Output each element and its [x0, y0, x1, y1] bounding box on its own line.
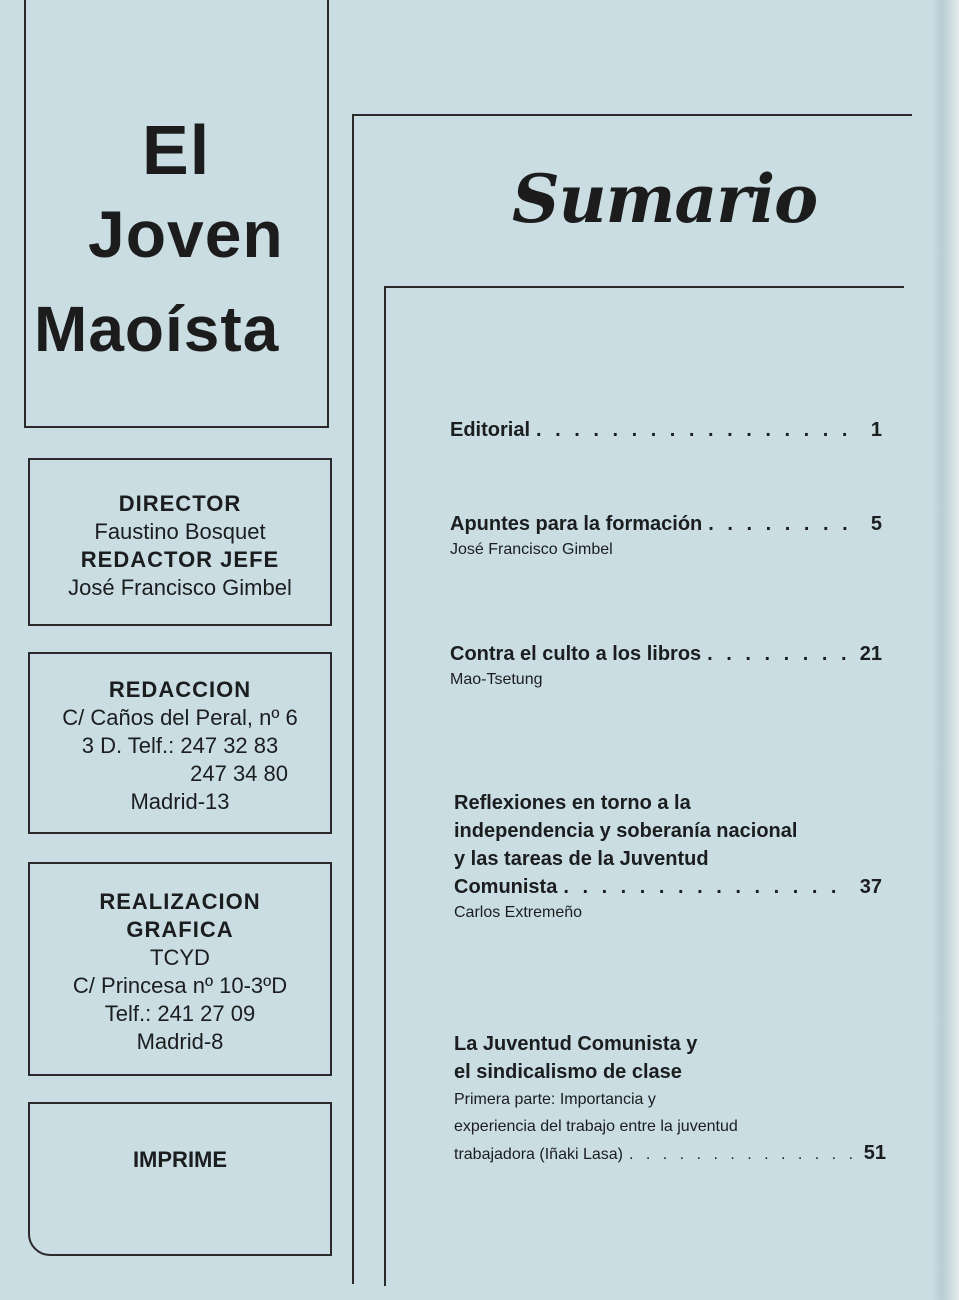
toc-row [454, 873, 882, 901]
redaccion-phone-2: 247 34 80 [190, 761, 288, 786]
masthead-line-2: Joven [88, 197, 284, 271]
toc-subtitle-line: experiencia del trabajo entre la juventud [454, 1118, 738, 1135]
toc-title-line: Reflexiones en torno a la [454, 792, 691, 814]
toc-row [450, 640, 882, 668]
director-name: Faustino Bosquet [94, 519, 266, 544]
toc-entry-reflexiones [454, 789, 882, 925]
imprime-box [28, 1102, 332, 1256]
toc-row [450, 510, 882, 538]
toc-author: Mao-Tsetung [450, 671, 543, 688]
toc-leader [629, 1141, 854, 1168]
realizacion-city: Madrid-8 [136, 1029, 224, 1054]
redaccion-box [28, 652, 332, 834]
toc-entry-juventud-comunista [454, 1030, 886, 1168]
toc-row [454, 1140, 886, 1168]
toc-leader [563, 873, 850, 901]
realizacion-label-1: REALIZACION [99, 889, 261, 914]
toc-title: Comunista [454, 876, 558, 898]
toc-title: Contra el culto a los libros [450, 643, 702, 665]
toc-page-number: 37 [859, 876, 882, 898]
realizacion-box [28, 862, 332, 1076]
toc-author: José Francisco Gimbel [450, 541, 613, 558]
toc-title: Apuntes para la formación [450, 513, 703, 535]
realizacion-phone: Telf.: 241 27 09 [104, 1001, 256, 1026]
editor-name: José Francisco Gimbel [68, 575, 292, 600]
toc-page-number: 21 [859, 643, 882, 665]
redaccion-address: C/ Caños del Peral, nº 6 [62, 705, 298, 730]
director-label: DIRECTOR [118, 491, 242, 516]
toc-leader [536, 416, 850, 444]
page-edge [931, 0, 959, 1300]
toc-row [450, 416, 882, 444]
masthead [24, 0, 329, 428]
redaccion-city: Madrid-13 [130, 789, 230, 814]
toc-title: Editorial [450, 419, 531, 441]
realizacion-org: TCYD [150, 945, 210, 970]
toc-title-line: el sindicalismo de clase [454, 1061, 682, 1083]
imprime-label: IMPRIME [132, 1147, 228, 1172]
realizacion-address: C/ Princesa nº 10-3ºD [72, 973, 288, 998]
staff-box [28, 458, 332, 626]
editor-label: REDACTOR JEFE [80, 547, 280, 572]
toc-entry-apuntes [450, 510, 882, 562]
toc-entry-contra-el-culto [450, 640, 882, 692]
masthead-line-3: Maoísta [34, 293, 280, 365]
toc-leader [707, 640, 850, 668]
toc-author: Carlos Extremeño [454, 904, 583, 921]
redaccion-label: REDACCION [108, 677, 252, 702]
toc-page-number: 1 [870, 419, 882, 441]
toc-title-line: y las tareas de la Juventud [454, 848, 709, 870]
realizacion-label-2: GRAFICA [126, 917, 234, 942]
toc-title-line: independencia y soberanía nacional [454, 820, 798, 842]
sumario-title: Sumario [512, 160, 818, 238]
masthead-line-1: El [142, 111, 211, 189]
toc-subtitle-line: Primera parte: Importancia y [454, 1091, 656, 1108]
toc-entry-editorial [450, 416, 882, 444]
redaccion-phone-1: 3 D. Telf.: 247 32 83 [81, 733, 279, 758]
toc-leader [708, 510, 850, 538]
toc-title: trabajadora (Iñaki Lasa) [454, 1146, 623, 1163]
toc-page-number: 51 [863, 1142, 886, 1164]
toc-title-line: La Juventud Comunista y [454, 1033, 698, 1055]
toc-page-number: 5 [870, 513, 882, 535]
